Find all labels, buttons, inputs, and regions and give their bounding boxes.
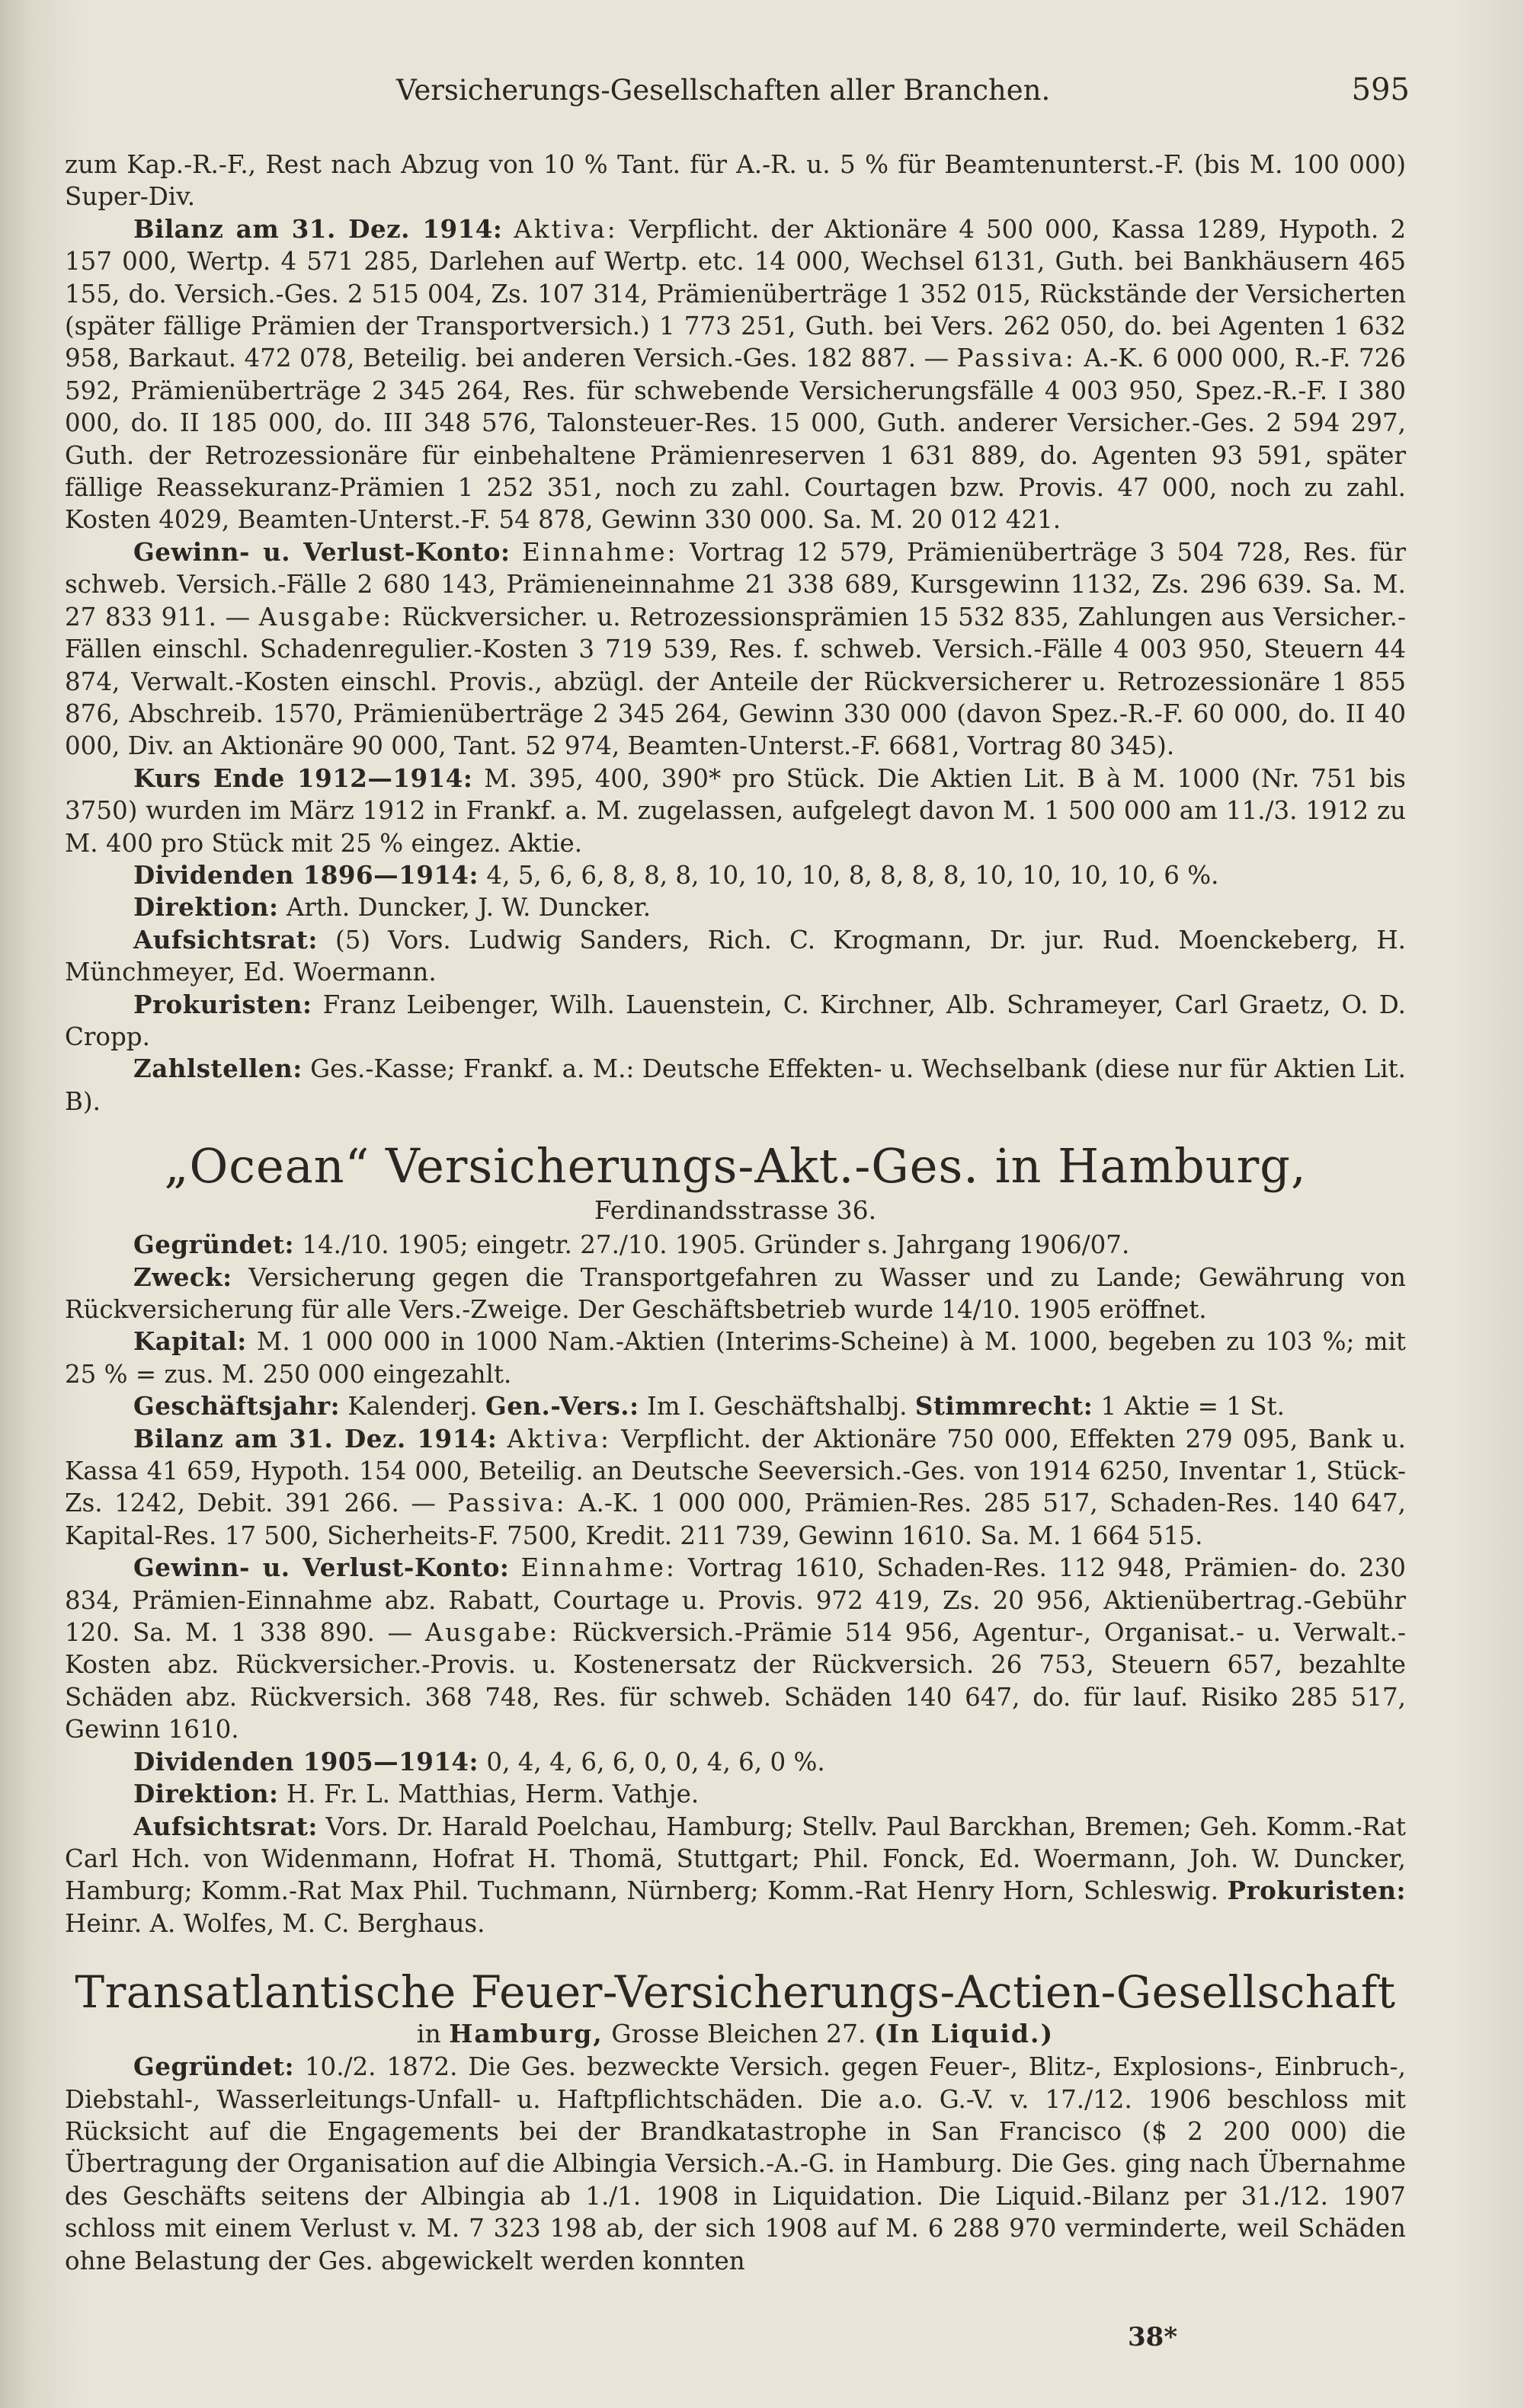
label: Zahlstellen: bbox=[133, 1054, 303, 1084]
trans-city: Hamburg, bbox=[449, 2019, 604, 2049]
ocean-zweck: Zweck: Versicherung gegen die Transportgefahren zu Wasser und zu Lande; Gewährung von Rückversicherung für alle Vers.-Zweige. Der Geschäftsbetrieb wurde 14/10. 1905 eröffnet. bbox=[65, 1262, 1406, 1324]
trans-title: Transatlantische Feuer-Versicherungs-Actien-Gesellschaft bbox=[75, 1966, 1396, 2019]
label: Aufsichtsrat: bbox=[133, 1811, 318, 1841]
sec1-prokuristen: Prokuristen: Franz Leibenger, Wilh. Lauenstein, C. Kirchner, Alb. Schrameyer, Carl Graetz, O. D. Cropp. bbox=[65, 989, 1406, 1051]
label: Stimmrecht: bbox=[914, 1391, 1093, 1421]
running-title: Versicherungs-Gesellschaften aller Branchen. bbox=[396, 73, 1051, 107]
ocean-dividenden: Dividenden 1905—1914: 0, 4, 4, 6, 6, 0, 0, 4, 6, 0 %. bbox=[133, 1746, 825, 1776]
label: Direktion: bbox=[133, 1779, 279, 1809]
ocean-kapital: Kapital: M. 1 000 000 in 1000 Nam.-Aktien (Interims-Scheine) à M. 1000, begeben zu 103 %; mit 25 % = zus. M. 250 000 eingezahlt. bbox=[65, 1326, 1406, 1389]
label: Gewinn- u. Verlust-Konto: bbox=[133, 1553, 510, 1583]
ocean-geschaeftsjahr: Geschäftsjahr: Kalenderj. Gen.-Vers.: Im I. Geschäftshalbj. Stimmrecht: 1 Aktie = 1 St. bbox=[133, 1391, 1285, 1421]
ocean-guv: Gewinn- u. Verlust-Konto: Einnahme: Vortrag 1610, Schaden-Res. 112 948, Prämien- do. 230 834, Prämien-Einnahme abz. Rabatt, Courtage u. Provis. 972 419, Zs. 20 956, Aktienübertrag.-Gebühr 120. Sa. M. 1 338 890. — Ausgabe: Rückversich.-Prämie 514 956, Agentur-, Organisat.- u. Verwalt.-Kosten abz. Rückversicher.-Provis. u. Kostenersatz der Rückversich. 26 753, Steuern 657, bezahlte Schäden abz. Rückversich. 368 748, Res. für schweb. Schäden 140 647, do. für lauf. Risiko 285 517, Gewinn 1610. bbox=[65, 1553, 1406, 1744]
label: Prokuristen: bbox=[1227, 1876, 1406, 1906]
ocean-direktion: Direktion: H. Fr. L. Matthias, Herm. Vathje. bbox=[133, 1779, 700, 1809]
label: Ausgabe: bbox=[258, 602, 393, 632]
ocean-gegruendet: Gegründet: 14./10. 1905; eingetr. 27./10. 1905. Gründer s. Jahrgang 1906/07. bbox=[133, 1230, 1130, 1260]
page-number: 595 bbox=[1351, 72, 1410, 107]
page-header bbox=[396, 67, 1410, 113]
label: Gewinn- u. Verlust-Konto: bbox=[133, 536, 511, 567]
label: Aktiva: bbox=[507, 1424, 611, 1453]
label: Aktiva: bbox=[514, 214, 618, 244]
label: Passiva: bbox=[956, 344, 1076, 373]
label: Dividenden 1896—1914: bbox=[133, 859, 479, 890]
label: Bilanz am 31. Dez. 1914: bbox=[133, 1423, 498, 1453]
trans-gegruendet: Gegründet: 10./2. 1872. Die Ges. bezweckte Versich. gegen Feuer-, Blitz-, Explosions-, Einbruch-, Diebstahl-, Wasserleitungs-Unfall- u. Haftpflichtschäden. Die a.o. G.-V. v. 17./12. 1906 beschloss mit Rücksicht auf die Engagements bei der Brandkatastrophe in San Francisco ($ 2 200 000) die Übertragung der Organisation auf die Albingia Versich.-A.-G. in Hamburg. Die Ges. ging nach Übernahme des Geschäfts seitens der Albingia ab 1./1. 1908 in Liquidation. Die Liquid.-Bilanz per 31./12. 1907 schloss mit einem Verlust v. M. 7 323 198 ab, der sich 1908 auf M. 6 288 970 verminderte, weil Schäden ohne Belastung der Ges. abgewickelt werden konnten bbox=[65, 2051, 1406, 2275]
label: Gegründet: bbox=[133, 2051, 294, 2082]
sec1-bilanz: Bilanz am 31. Dez. 1914: Aktiva: Verpflicht. der Aktionäre 4 500 000, Kassa 1289, Hypoth. 2 157 000, Wertp. 4 571 285, Darlehen auf Wertp. etc. 14 000, Wechsel 6131, Guth. bei Bankhäusern 465 155, do. Versich.-Ges. 2 515 004, Zs. 107 314, Prämienüberträge 1 352 015, Rückstände der Versicherten (später fällige Prämien der Transportversich.) 1 773 251, Guth. bei Vers. 262 050, do. bei Agenten 1 632 958, Barkaut. 472 078, Beteilig. bei anderen Versich.-Ges. 182 887. — Passiva: A.-K. 6 000 000, R.-F. 726 592, Prämienüberträge 2 345 264, Res. für schwebende Versicherungsfälle 4 003 950, Spez.-R.-F. I 380 000, do. II 185 000, do. III 348 576, Talonsteuer-Res. 15 000, Guth. anderer Versicher.-Ges. 2 594 297, Guth. der Retrozessionäre für einbehaltene Prämienreserven 1 631 889, do. Agenten 93 591, später fällige Reassekuranz-Prämien 1 252 351, noch zu zahl. Courtagen bzw. Provis. 47 000, noch zu zahl. Kosten 4029, Beamten-Unterst.-F. 54 878, Gewinn 330 000. Sa. M. 20 012 421. bbox=[65, 213, 1406, 535]
label: Geschäftsjahr: bbox=[133, 1391, 341, 1421]
label: Einnahme: bbox=[522, 537, 678, 567]
sec1-guv: Gewinn- u. Verlust-Konto: Einnahme: Vortrag 12 579, Prämienüberträge 3 504 728, Res. für schweb. Versich.-Fälle 2 680 143, Prämieneinnahme 21 338 689, Kursgewinn 1132, Zs. 296 639. Sa. M. 27 833 911. — Ausgabe: Rückversicher. u. Retrozessionsprämien 15 532 835, Zahlungen aus Versicher.-Fällen einschl. Schadenregulier.-Kosten 3 719 539, Res. f. schweb. Versich.-Fälle 4 003 950, Steuern 44 874, Verwalt.-Kosten einschl. Provis., abzügl. der Anteile der Rückversicherer u. Retrozessionäre 1 855 876, Abschreib. 1570, Prämienüberträge 2 345 264, Gewinn 330 000 (davon Spez.-R.-F. 60 000, do. II 40 000, Div. an Aktionäre 90 000, Tant. 52 974, Beamten-Unterst.-F. 6681, Vortrag 80 345). bbox=[65, 536, 1406, 761]
label: Direktion: bbox=[133, 892, 279, 923]
ocean-aufsichtsrat: Aufsichtsrat: Vors. Dr. Harald Poelchau, Hamburg; Stellv. Paul Barckhan, Bremen; Geh. Komm.-Rat Carl Hch. von Widenmann, Hofrat H. Thomä, Stuttgart; Phil. Fonck, Ed. Woermann, Joh. W. Duncker, Hamburg; Komm.-Rat Max Phil. Tuchmann, Nürnberg; Komm.-Rat Henry Horn, Schleswig. Prokuristen: Heinr. A. Wolfes, M. C. Berghaus. bbox=[65, 1811, 1406, 1938]
page-body bbox=[65, 149, 1406, 2277]
label: Ausgabe: bbox=[424, 1618, 560, 1648]
label: Kurs Ende 1912—1914: bbox=[133, 763, 473, 793]
label: Einnahme: bbox=[520, 1553, 677, 1583]
sec1-kurs: Kurs Ende 1912—1914: M. 395, 400, 390* pro Stück. Die Aktien Lit. B à M. 1000 (Nr. 751 bis 3750) wurden im März 1912 in Frankf. a. M. zugelassen, aufgelegt davon M. 1 500 000 am 11./3. 1912 zu M. 400 pro Stück mit 25 % eingez. Aktie. bbox=[65, 763, 1406, 858]
label: Bilanz am 31. Dez. 1914: bbox=[133, 213, 503, 244]
label: Gen.-Vers.: bbox=[485, 1391, 639, 1421]
ocean-bilanz: Bilanz am 31. Dez. 1914: Aktiva: Verpflicht. der Aktionäre 750 000, Effekten 279 095, Bank u. Kassa 41 659, Hypoth. 154 000, Beteilig. an Deutsche Seeversich.-Ges. von 1914 6250, Inventar 1, Stück-Zs. 1242, Debit. 391 266. — Passiva: A.-K. 1 000 000, Prämien-Res. 285 517, Schaden-Res. 140 647, Kapital-Res. 17 500, Sicherheits-F. 7500, Kredit. 211 739, Gewinn 1610. Sa. M. 1 664 515. bbox=[65, 1423, 1406, 1550]
ocean-address: Ferdinandsstrasse 36. bbox=[594, 1195, 877, 1226]
sec1-aufsichtsrat: Aufsichtsrat: (5) Vors. Ludwig Sanders, Rich. C. Krogmann, Dr. jur. Rud. Moenckeberg, H. Münchmeyer, Ed. Woermann. bbox=[65, 924, 1407, 987]
label: Zweck: bbox=[133, 1262, 232, 1292]
trans-status: (In Liquid.) bbox=[874, 2019, 1055, 2049]
label: Kapital: bbox=[133, 1326, 247, 1357]
ocean-title: „Ocean“ Versicherungs-Akt.-Ges. in Hamburg, bbox=[164, 1138, 1307, 1194]
sec1-dividenden: Dividenden 1896—1914: 4, 5, 6, 6, 8, 8, 8, 10, 10, 10, 8, 8, 8, 8, 10, 10, 10, 10, 6 %. bbox=[133, 859, 1219, 890]
label: Passiva: bbox=[447, 1489, 567, 1518]
sec1-direktion: Direktion: Arth. Duncker, J. W. Duncker. bbox=[133, 892, 652, 923]
trans-subtitle: in Hamburg, Grosse Bleichen 27. (In Liquid.) bbox=[416, 2019, 1055, 2049]
sec1-zahlstellen: Zahlstellen: Ges.-Kasse; Frankf. a. M.: Deutsche Effekten- u. Wechselbank (diese nur für Aktien Lit. B). bbox=[65, 1054, 1406, 1116]
signature-mark: 38* bbox=[1128, 2322, 1178, 2352]
label: Aufsichtsrat: bbox=[133, 924, 318, 955]
label: Gegründet: bbox=[133, 1230, 294, 1260]
sec1-intro: zum Kap.-R.-F., Rest nach Abzug von 10 % Tant. für A.-R. u. 5 % für Beamtenunterst.-F. (bis M. 100 000) Super-Div. bbox=[65, 150, 1406, 212]
label: Dividenden 1905—1914: bbox=[133, 1746, 479, 1776]
label: Prokuristen: bbox=[133, 989, 312, 1019]
